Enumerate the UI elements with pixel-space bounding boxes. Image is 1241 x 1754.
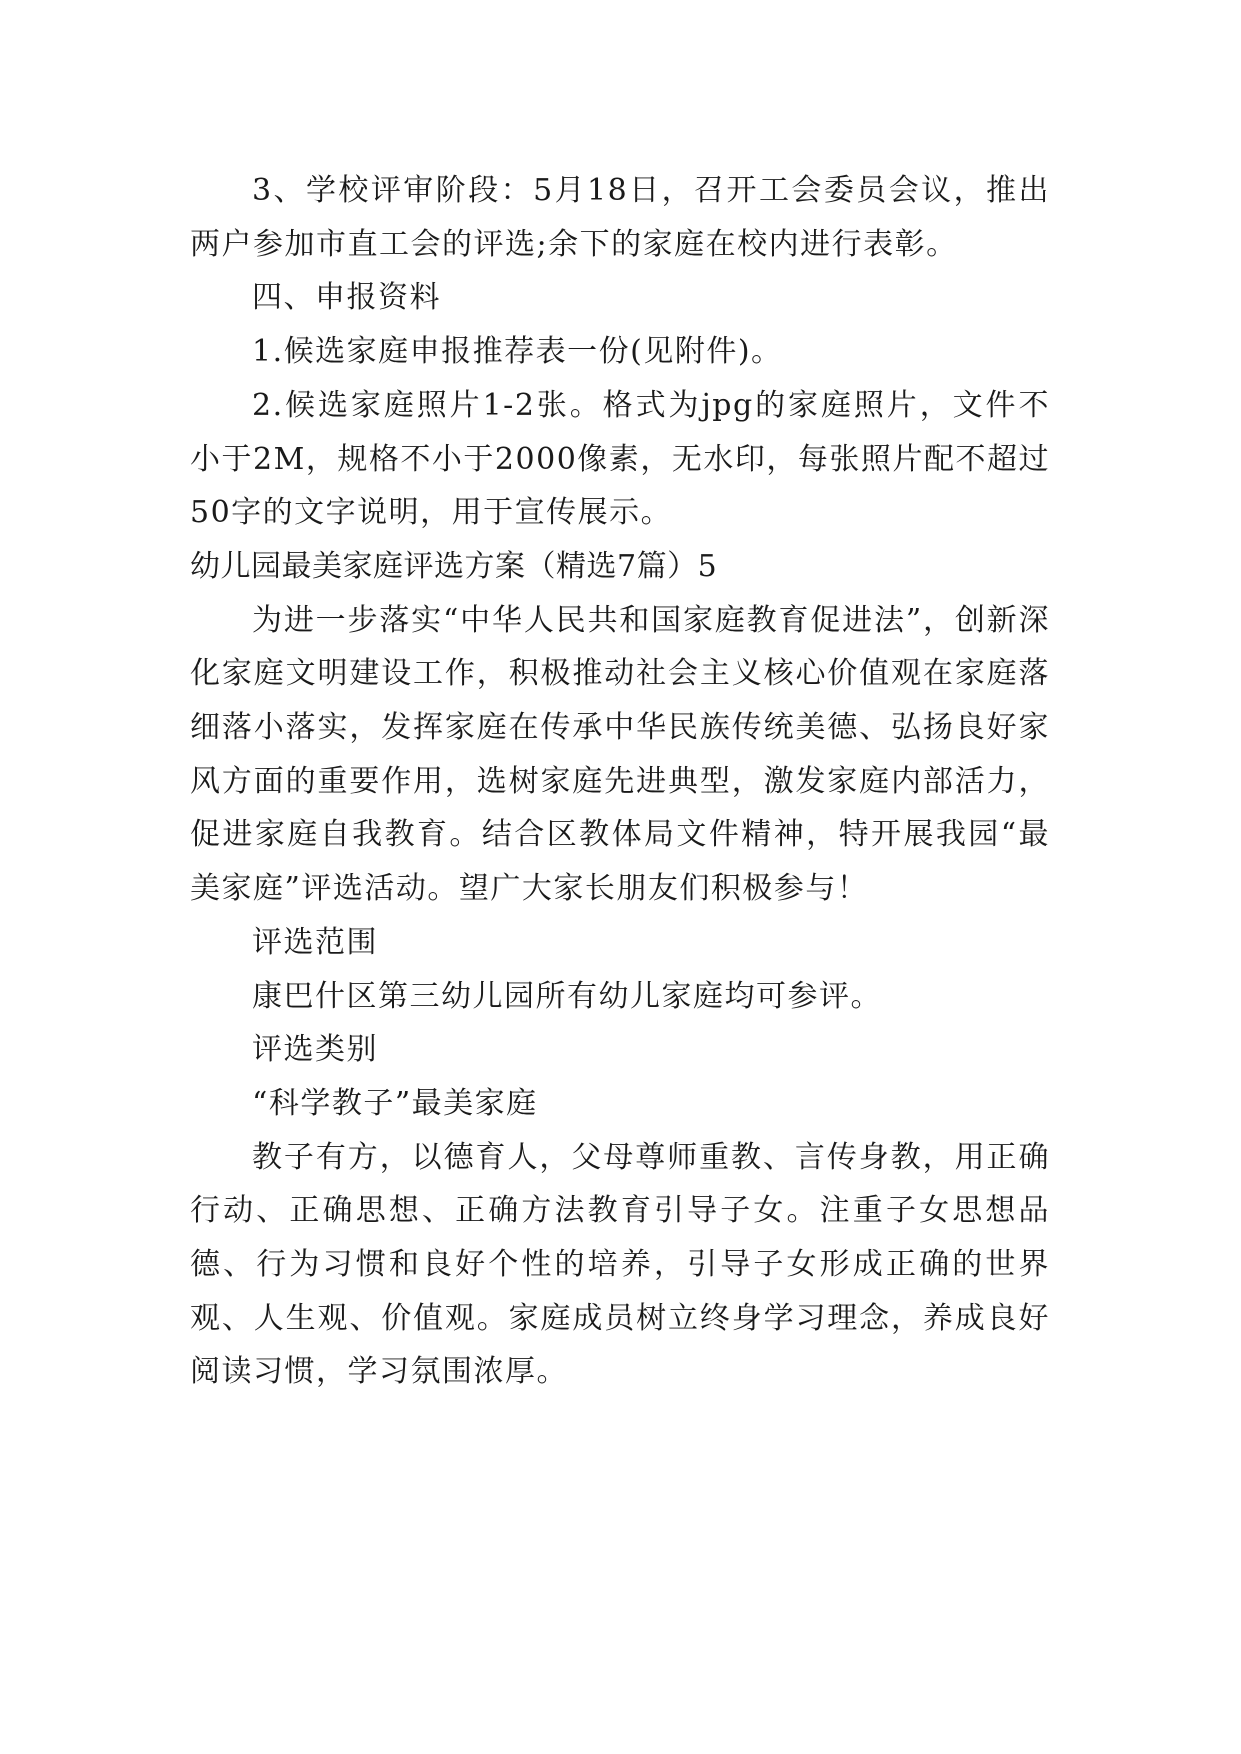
paragraph-school-review-stage: 3、学校评审阶段：5月18日，召开工会委员会议，推出两户参加市直工会的评选;余下的家庭在校内进行表彰。 [190, 173, 1050, 262]
document-body [190, 164, 1050, 1399]
document-section-title: 幼儿园最美家庭评选方案（精选7篇）5 [190, 548, 718, 584]
list-item-family-photos: 2.候选家庭照片1-2张。格式为jpg的家庭照片，文件不小于2M，规格不小于2000像素，无水印，每张照片配不超过50字的文字说明，用于宣传展示。 [190, 387, 1050, 531]
paragraph-scientific-parenting: 教子有方，以德育人，父母尊师重教、言传身教，用正确行动、正确思想、正确方法教育引导子女。注重子女思想品德、行为习惯和良好个性的培养，引导子女形成正确的世界观、人生观、价值观。家庭成员树立终身学习理念，养成良好阅读习惯，学习氛围浓厚。 [190, 1139, 1050, 1390]
category-title-scientific-parenting: “科学教子”最美家庭 [252, 1085, 538, 1121]
section-heading-application-materials: 四、申报资料 [252, 280, 441, 316]
list-item-recommendation-form: 1.候选家庭申报推荐表一份(见附件)。 [252, 334, 783, 370]
paragraph-introduction: 为进一步落实“中华人民共和国家庭教育促进法”，创新深化家庭文明建设工作，积极推动社会主义核心价值观在家庭落细落小落实，发挥家庭在传承中华民族传统美德、弘扬良好家风方面的重要作用，选树家庭先进典型，激发家庭内部活力，促进家庭自我教育。结合区教体局文件精神，特开展我园“最美家庭”评选活动。望广大家长朋友们积极参与！ [190, 602, 1050, 907]
section-heading-category: 评选类别 [252, 1032, 378, 1068]
paragraph-scope: 康巴什区第三幼儿园所有幼儿家庭均可参评。 [252, 978, 882, 1014]
section-heading-scope: 评选范围 [252, 924, 378, 960]
